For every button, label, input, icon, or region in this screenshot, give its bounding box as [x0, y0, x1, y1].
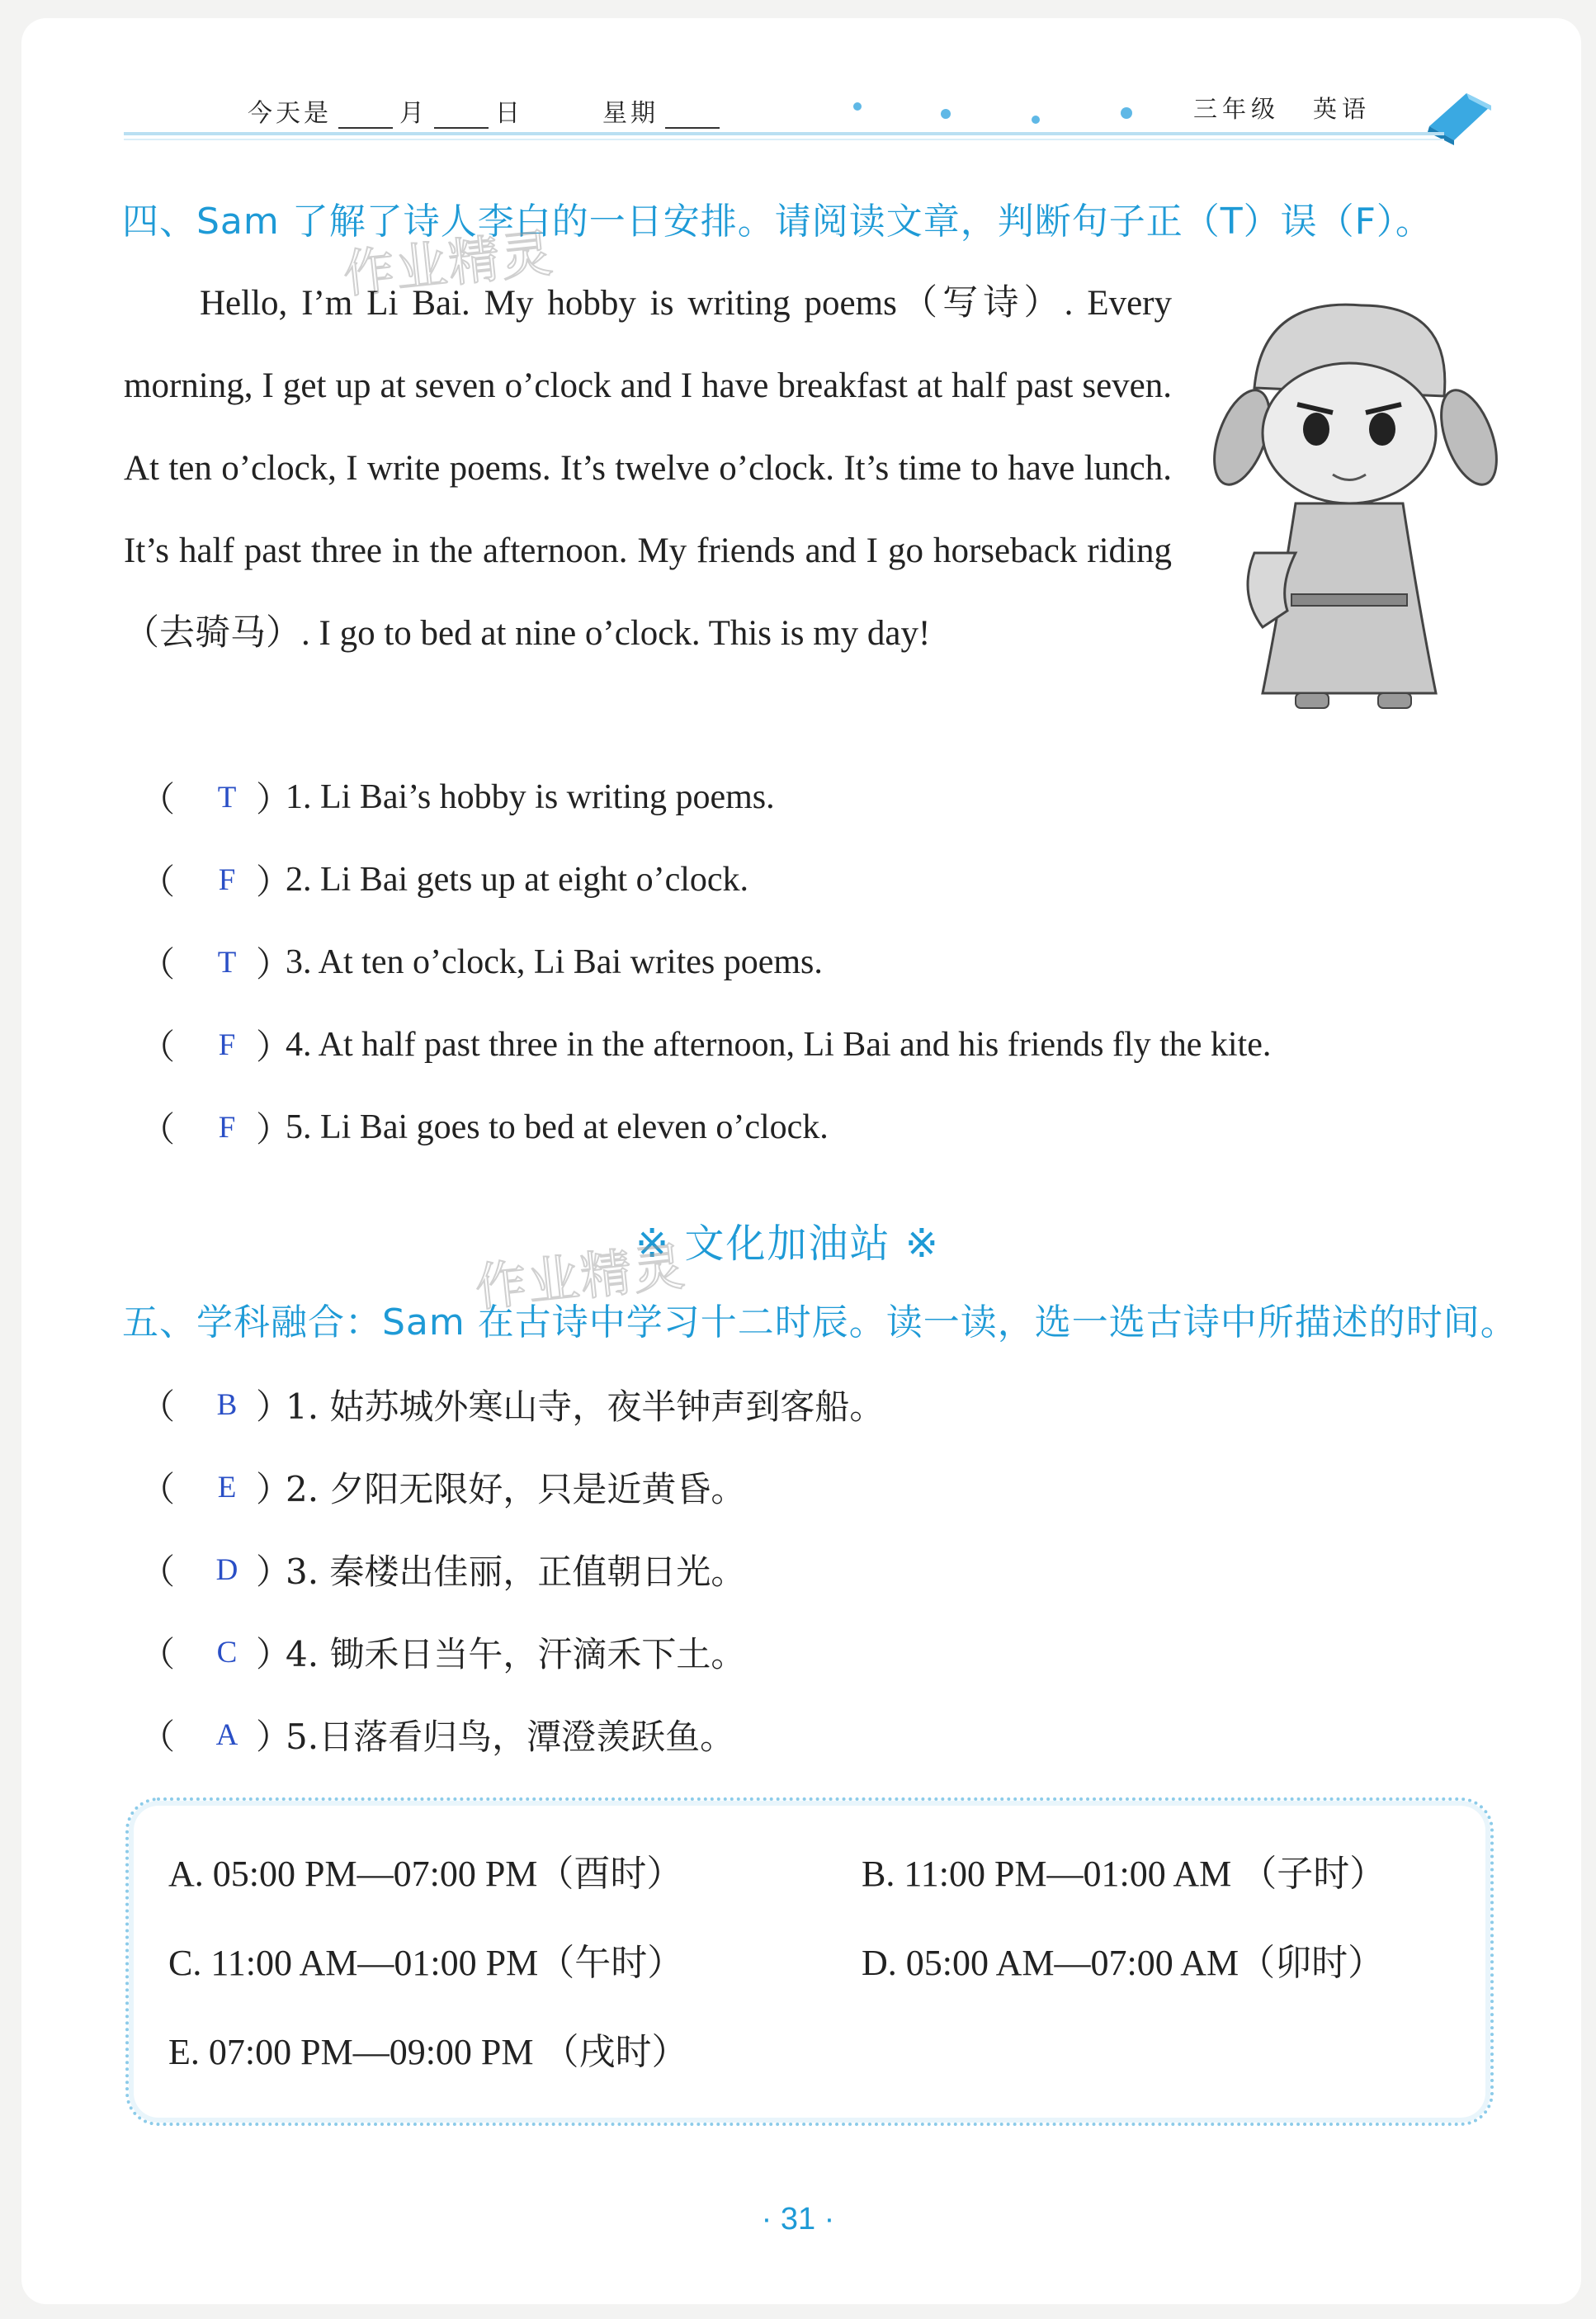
paren: ）	[256, 947, 291, 985]
question-text: 3. 秦楼出佳丽，正值朝日光。	[286, 1552, 746, 1592]
weekday-blank	[665, 102, 720, 129]
reading-passage	[124, 262, 1172, 675]
paren: （	[140, 947, 176, 985]
paren: ）	[256, 1637, 291, 1674]
paren: （	[140, 1554, 176, 1592]
question-text: 4. At half past three in the afternoon, Li Bai and his friends fly the kite.	[286, 1026, 1272, 1064]
tf-question-5	[140, 1103, 829, 1152]
grade-label: 三年级	[1193, 95, 1281, 123]
decor-dot	[1121, 107, 1132, 119]
watermark: 作业精灵	[340, 222, 557, 305]
watermark: 作业精灵	[472, 1235, 689, 1319]
answer-mark: A	[215, 1717, 238, 1752]
decor-dot	[853, 102, 862, 111]
option-c: C. 11:00 AM—01:00 PM（午时）	[168, 1943, 684, 1983]
answer-mark: D	[215, 1552, 238, 1587]
paren: ）	[256, 864, 291, 902]
answer-mark: C	[216, 1635, 238, 1670]
date-line	[248, 92, 720, 129]
li-bai-illustration	[1205, 281, 1502, 718]
answer-mark: B	[216, 1387, 238, 1422]
answer-mark: E	[217, 1470, 237, 1504]
month-blank	[338, 102, 393, 129]
eraser-icon	[1421, 81, 1495, 147]
month-label: 月	[399, 99, 427, 128]
question-text: 5.日落看归鸟，潭澄羡跃鱼。	[286, 1717, 735, 1757]
poem-question-1	[140, 1380, 884, 1429]
decor-dot	[941, 109, 951, 119]
paren: ）	[256, 1471, 291, 1509]
paren: （	[140, 1389, 176, 1427]
answer-mark: F	[218, 1027, 236, 1062]
option-a: A. 05:00 PM—07:00 PM（酉时）	[168, 1854, 683, 1894]
poem-question-3	[140, 1545, 745, 1594]
decor-dot	[1032, 116, 1040, 124]
question-text: 2. Li Bai gets up at eight o’clock.	[286, 861, 749, 899]
paren: ）	[256, 1389, 291, 1427]
paren: （	[140, 1112, 176, 1150]
paren: ）	[256, 1112, 291, 1150]
answer-mark: T	[217, 780, 237, 815]
paren: ）	[256, 1554, 291, 1592]
poem-question-4	[140, 1627, 745, 1677]
day-blank	[434, 102, 489, 129]
section5-title: 五、学科融合：Sam 在古诗中学习十二时辰。读一读，选一选古诗中所描述的时间。	[122, 1301, 1518, 1344]
question-text: 2. 夕阳无限好，只是近黄昏。	[286, 1469, 746, 1509]
paren: （	[140, 1637, 176, 1674]
question-text: 1. Li Bai’s hobby is writing poems.	[286, 778, 775, 816]
poem-question-5	[140, 1710, 734, 1759]
weekday-label: 星期	[602, 99, 659, 128]
tf-question-4	[140, 1020, 1271, 1070]
section4-title: 四、Sam 了解了诗人李白的一日安排。请阅读文章，判断句子正（T）误（F）。	[122, 201, 1433, 243]
header-rule	[124, 132, 1444, 135]
paren: （	[140, 864, 176, 902]
header-rule-thin	[124, 139, 1444, 140]
subject-label: 英语	[1313, 95, 1372, 123]
options-box	[125, 1797, 1494, 2126]
date-label: 今天是	[248, 99, 332, 128]
answer-mark: T	[217, 945, 237, 980]
tf-question-1	[140, 772, 775, 822]
paren: （	[140, 1029, 176, 1067]
option-d: D. 05:00 AM—07:00 AM（卯时）	[862, 1943, 1385, 1983]
paren: ）	[256, 782, 291, 819]
paren: ）	[256, 1029, 291, 1067]
answer-mark: F	[218, 862, 236, 897]
passage-text: Hello, I’m Li Bai. My hobby is writing poems（写诗）. Every morning, I get up at seven o’clock and I have breakfast at half past seven. At ten o’clock, I write poems. It’s twelve o’clock. It’s time to have lunch. It’s half past three in the afternoon. My friends and I go horseback riding（去骑马）. I go to bed at nine o’clock. This is my day!	[124, 284, 1172, 653]
poem-question-2	[140, 1462, 745, 1512]
paren: （	[140, 782, 176, 819]
question-text: 1. 姑苏城外寒山寺，夜半钟声到客船。	[286, 1386, 885, 1427]
paren: ）	[256, 1719, 291, 1757]
page-number: · 31 ·	[761, 2202, 835, 2236]
tf-question-3	[140, 938, 823, 987]
option-e: E. 07:00 PM—09:00 PM （戌时）	[168, 2032, 688, 2072]
paren: （	[140, 1719, 176, 1757]
question-text: 4. 锄禾日当午，汗滴禾下土。	[286, 1634, 746, 1674]
header-grade-subject	[1193, 91, 1371, 125]
paren: （	[140, 1471, 176, 1509]
day-label: 日	[495, 99, 523, 128]
answer-mark: F	[218, 1110, 236, 1145]
culture-banner: ※ 文化加油站 ※	[635, 1221, 940, 1267]
tf-question-2	[140, 855, 748, 904]
option-b: B. 11:00 PM—01:00 AM （子时）	[862, 1854, 1386, 1894]
question-text: 5. Li Bai goes to bed at eleven o’clock.	[286, 1108, 829, 1146]
question-text: 3. At ten o’clock, Li Bai writes poems.	[286, 943, 823, 981]
